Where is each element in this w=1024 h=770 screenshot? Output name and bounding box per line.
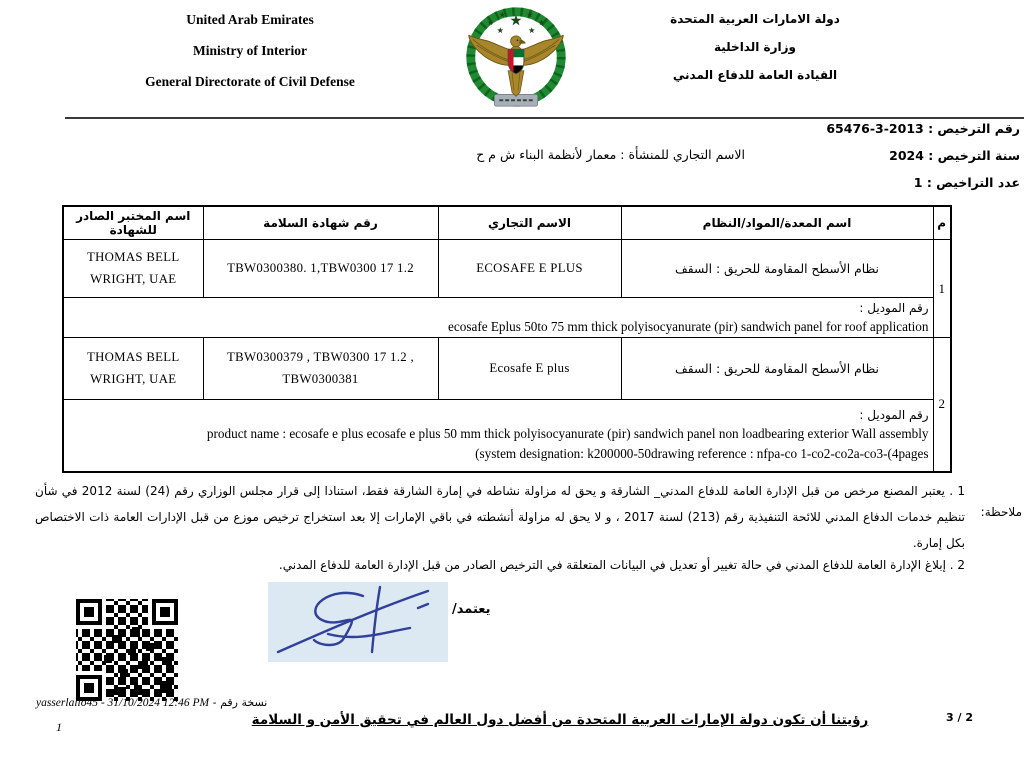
license-year-value: 2024 — [889, 148, 924, 163]
license-year-line — [889, 148, 1020, 163]
copy-number-value: 1 — [56, 720, 62, 734]
row-number: 1 — [933, 240, 951, 338]
handwritten-signature — [268, 582, 448, 666]
col-header-lab: اسم المختبر الصادر للشهادة — [63, 206, 203, 240]
trade-name: ECOSAFE E PLUS — [438, 240, 621, 298]
table-header-row — [63, 206, 951, 240]
header-ar-line: وزارة الداخلية — [713, 40, 797, 54]
copy-info-line — [36, 696, 267, 709]
col-header-system: اسم المعدة/المواد/النظام — [621, 206, 933, 240]
copy-number-label: نسخة رقم - — [209, 696, 268, 709]
establishment-trade-name: الاسم التجاري للمنشأة : معمار لأنظمة البناء ش م ح — [476, 147, 745, 162]
header-arabic — [630, 12, 880, 96]
header-divider — [65, 117, 1024, 119]
page-number: 3 / 2 — [946, 711, 973, 724]
license-count-label: عدد التراخيص : — [926, 175, 1020, 190]
model-cell — [63, 298, 933, 338]
model-cell — [63, 400, 933, 472]
license-number-line — [826, 121, 1020, 136]
table-model-row — [63, 298, 951, 338]
model-description: product name : ecosafe e plus ecosafe e plus 50 mm thick polyisocyanurate (pir) sandwich panel non loadbearing exterior Wall assembly — [206, 426, 929, 442]
table-row — [63, 338, 951, 400]
qr-code — [74, 597, 180, 707]
system-name: نظام الأسطح المقاومة للحريق : السقف — [621, 338, 933, 400]
vision-statement: رؤيتنا أن تكون دولة الإمارات العربية المتحدة من أفضل دول العالم في تحقيق الأمن و السلامة — [251, 712, 869, 728]
col-header-trade: الاسم التجاري — [438, 206, 621, 240]
license-count-value: 1 — [913, 175, 923, 190]
license-number-value: 65476-3-2013 — [826, 121, 924, 136]
lab-name: THOMAS BELL WRIGHT, UAE — [63, 338, 203, 400]
model-description: ecosafe Eplus 50to 75 mm thick polyisocyanurate (pir) sandwich panel for roof application — [448, 318, 929, 334]
notes-label: ملاحظة: — [980, 505, 1022, 519]
model-number-label: رقم الموديل : — [859, 408, 929, 423]
certificate-number: TBW0300379 , TBW0300 17 1.2 , TBW0300381 — [203, 338, 438, 400]
certificates-table — [62, 205, 952, 473]
trade-name: Ecosafe E plus — [438, 338, 621, 400]
table-model-row — [63, 400, 951, 472]
license-count-line — [914, 175, 1020, 190]
license-year-label: سنة الترخيص : — [928, 148, 1020, 163]
header-ar-line: القيادة العامة للدفاع المدني — [672, 68, 838, 82]
approved-by-label: يعتمد/ — [452, 602, 491, 617]
row-number: 2 — [933, 338, 951, 472]
license-number-label: رقم الترخيص : — [928, 121, 1020, 136]
col-header-cert: رقم شهادة السلامة — [203, 206, 438, 240]
header-en-line: United Arab Emirates — [186, 12, 314, 27]
header-english — [65, 12, 435, 105]
note-2: 2 . إبلاغ الإدارة العامة للدفاع المدني في حالة تغيير أو تعديل في البيانات المتعلقة في الترخيص الصادر من قبل الإدارة العامة للدفاع المدني. — [278, 558, 965, 572]
model-description: (system designation: k200000-50drawing reference : nfpa-co 1-co2-co2a-co3-(4pages — [475, 446, 929, 462]
uae-moi-emblem-icon — [457, 3, 575, 115]
header-en-line: General Directorate of Civil Defense — [145, 74, 355, 89]
system-name: نظام الأسطح المقاومة للحريق : السقف — [621, 240, 933, 298]
model-number-label: رقم الموديل : — [859, 300, 929, 315]
note-1: 1 . يعتبر المصنع مرخص من قبل الإدارة العامة للدفاع المدني_ الشارقة و يحق له مزاولة نشاطه في إمارة الشارقة فقط، استنادا إلى قرار مجلس الوزاري رقم (24) لسنة 2012 في شأن تنظيم خدمات الدفاع المدني للائحة التنفيذية رقم (213) لسنة 2017 ، و لا يحق له مزاولة أنشطته في باقي الإمارات إلا بعد استخراج ترخيص موزع من قبل الإدارات العامة ذات الاختصاص بكل إمارة. — [35, 484, 965, 550]
header-ar-line: دولة الامارات العربية المتحدة — [670, 12, 840, 26]
lab-name: THOMAS BELL WRIGHT, UAE — [63, 240, 203, 298]
table-row — [63, 240, 951, 298]
printed-by-value: yasserlallo45 - 31/10/2024 12:46 PM — [36, 697, 210, 709]
header-en-line: Ministry of Interior — [193, 43, 307, 58]
col-header-num: م — [933, 206, 951, 240]
certificate-number: TBW0300380. 1,TBW0300 17 1.2 — [203, 240, 438, 298]
